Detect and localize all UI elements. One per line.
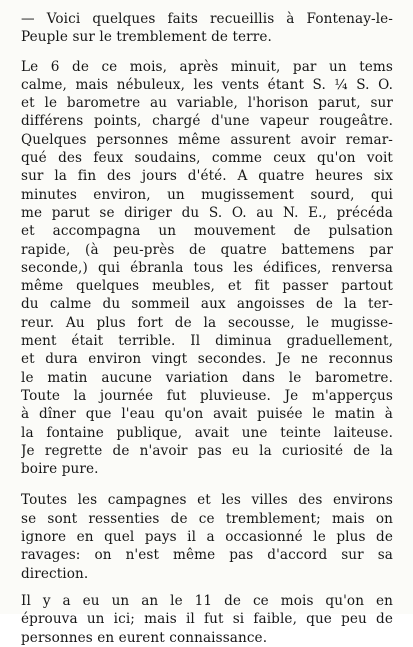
paragraph-spacer — [21, 478, 393, 491]
text-line: Peuple sur le tremblement de terre. — [21, 29, 272, 46]
paragraph-spacer — [21, 47, 393, 58]
text-column — [21, 10, 393, 647]
text-line: la fontaine publique, avait une teinte laiteuse. — [21, 424, 393, 441]
text-line: rapide, (à peu-près de quatre battemens par — [21, 241, 393, 258]
paragraph-spacer — [21, 583, 393, 592]
text-line: calme, mais nébuleux, les vents étant S. ¼ S. O. — [21, 76, 393, 93]
text-line: seconde,) qui ébranla tous les édifices, renversa — [21, 259, 393, 276]
text-line: Toute la journée fut pluvieuse. Je m'apperçus — [21, 387, 393, 404]
text-line: — Voici quelques faits recueillis à Fontenay-le- — [21, 11, 393, 27]
text-line: me parut se diriger du S. O. au N. E., précéda — [21, 204, 393, 221]
text-line: différens points, chargé d'une vapeur rougeâtre. — [21, 113, 393, 130]
text-line: même quelques meubles, et fit passer partout — [21, 278, 393, 295]
text-line: et le barometre au variable, l'horison parut, sur — [21, 95, 393, 112]
text-line: et accompagna un mouvement de pulsation — [21, 223, 393, 240]
text-line: sur la fin des jours d'été. A quatre heures six — [21, 168, 393, 185]
text-line: boire pure. — [21, 461, 99, 478]
paragraph-earthquake-account — [21, 58, 393, 479]
text-line: ravages: on n'est même pas d'accord sur sa — [21, 547, 393, 564]
text-line: qué des feux soudains, comme ceux qu'on voit — [21, 150, 393, 167]
text-line: se sont ressenties de ce tremblement; mais on — [21, 510, 393, 527]
paragraph-previous-year — [21, 592, 393, 647]
text-line: Toutes les campagnes et les villes des environs — [21, 492, 393, 509]
text-line: et dura environ vingt secondes. Je ne reconnus — [21, 351, 393, 368]
text-line: personnes en eurent connaissance. — [21, 629, 268, 646]
text-line: éprouva un ici; mais il fut si faible, que peu de — [21, 611, 393, 628]
text-line: ignore en quel pays il a occasionné le plus de — [21, 529, 393, 546]
text-line: Quelques personnes même assurent avoir remar- — [21, 131, 393, 148]
text-line: le matin aucune variation dans le barometre. — [21, 369, 393, 386]
text-line: direction. — [21, 565, 89, 582]
text-line: minutes environ, un mugissement sourd, qui — [21, 186, 393, 203]
text-line: Le 6 de ce mois, après minuit, par un tems — [21, 58, 393, 75]
text-line: Je regrette de n'avoir pas eu la curiosité de la — [21, 442, 393, 459]
text-line: reur. Au plus fort de la secousse, le mugisse- — [21, 314, 393, 331]
paragraph-intro — [21, 10, 393, 47]
text-line: ment était terrible. Il diminua graduellement, — [21, 333, 393, 350]
text-line: à dîner que l'eau qu'on avait puisée le matin à — [21, 406, 393, 423]
text-line: du calme du sommeil aux angoisses de la ter- — [21, 296, 393, 313]
paragraph-surroundings — [21, 491, 393, 582]
text-line: Il y a eu un an le 11 de ce mois qu'on en — [21, 592, 393, 609]
